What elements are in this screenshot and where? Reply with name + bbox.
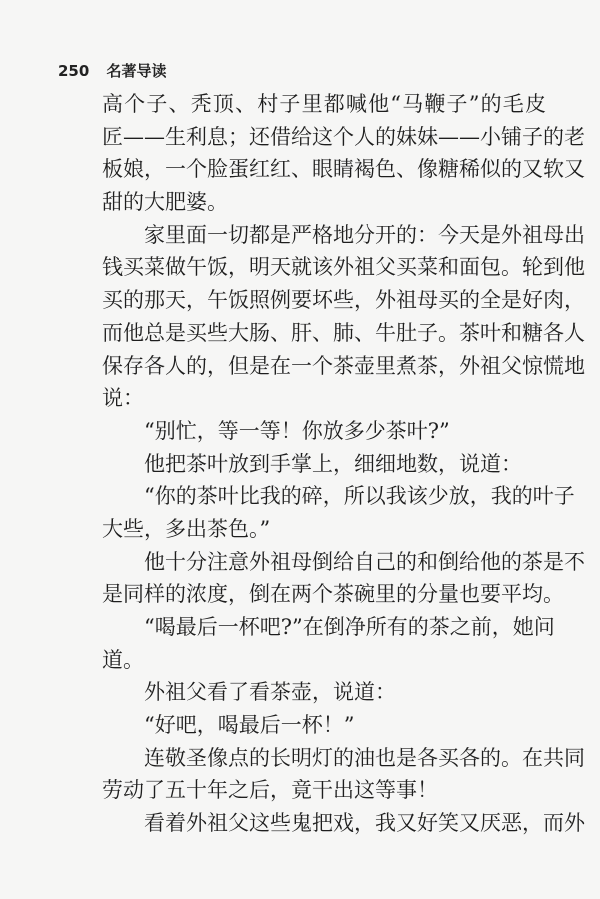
text-line: 看着外祖父这些鬼把戏，我又好笑又厌恶，而外 bbox=[144, 811, 585, 836]
text-line: 而他总是买些大肠、肝、肺、牛肚子。茶叶和糖各人 bbox=[102, 320, 585, 345]
running-header bbox=[58, 60, 167, 81]
text-line: 家里面一切都是严格地分开的：今天是外祖母出 bbox=[144, 222, 585, 247]
text-line: “好吧，喝最后一杯！” bbox=[144, 713, 355, 738]
text-line: “喝最后一杯吧?”在倒净所有的茶之前，她问 bbox=[144, 615, 555, 639]
text-line: 劳动了五十年之后，竟干出这等事！ bbox=[102, 778, 438, 803]
text-line: 说： bbox=[102, 386, 144, 411]
page-body-text bbox=[102, 88, 585, 840]
book-title: 名著导读 bbox=[106, 62, 167, 80]
text-line: “别忙，等一等！你放多少茶叶?” bbox=[144, 418, 450, 443]
text-line: 他把茶叶放到手掌上，细细地数，说道： bbox=[144, 451, 522, 476]
text-line: “你的茶叶比我的碎，所以我该少放，我的叶子 bbox=[144, 484, 575, 509]
text-line: 买的那天，午饭照例要坏些，外祖母买的全是好肉， bbox=[102, 288, 585, 313]
text-line: 板娘，一个脸蛋红红、眼睛褐色、像糖稀似的又软又 bbox=[102, 157, 585, 182]
page-number: 250 bbox=[58, 62, 90, 80]
text-line: 保存各人的，但是在一个茶壶里煮茶，外祖父惊慌地 bbox=[102, 353, 585, 378]
text-line: 钱买菜做午饭，明天就该外祖父买菜和面包。轮到他 bbox=[102, 255, 585, 280]
text-line: 他十分注意外祖母倒给自己的和倒给他的茶是不 bbox=[144, 549, 585, 574]
text-line: 道。 bbox=[102, 647, 144, 672]
text-line: 连敬圣像点的长明灯的油也是各买各的。在共同 bbox=[144, 745, 585, 770]
text-line: 匠——生利息；还借给这个人的妹妹——小铺子的老 bbox=[102, 124, 585, 149]
text-line: 甜的大肥婆。 bbox=[102, 190, 228, 215]
text-line: 外祖父看了看茶壶，说道： bbox=[144, 680, 396, 705]
text-line: 高个子、秃顶、村子里都喊他“马鞭子”的毛皮 bbox=[102, 92, 546, 116]
text-line: 大些，多出茶色。” bbox=[102, 516, 271, 541]
text-line: 是同样的浓度，倒在两个茶碗里的分量也要平均。 bbox=[102, 582, 564, 607]
